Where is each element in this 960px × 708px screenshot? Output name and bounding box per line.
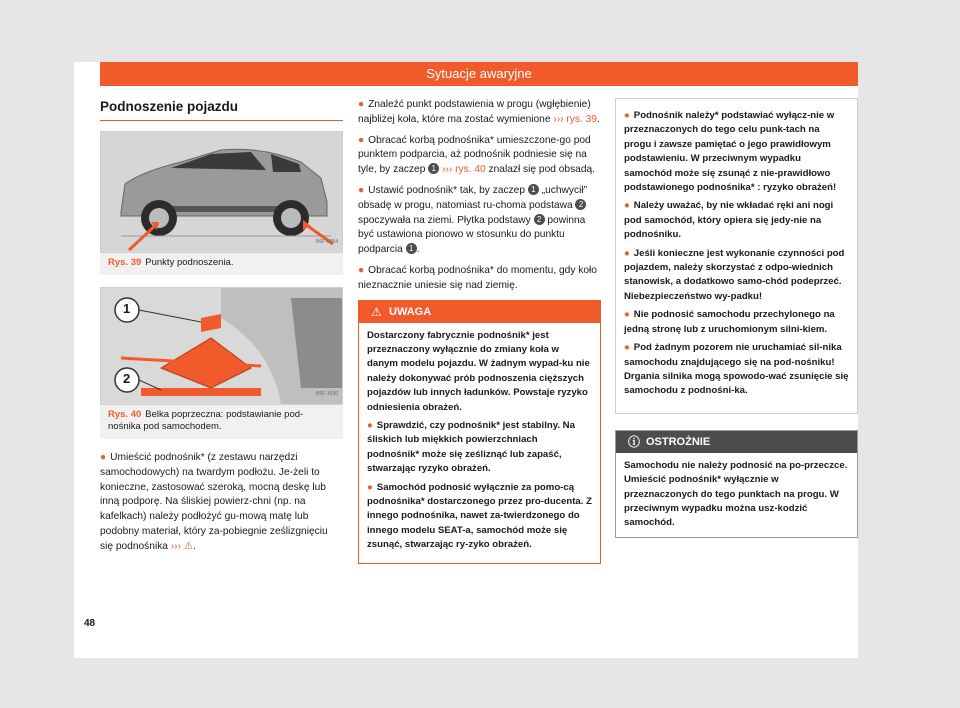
- caution-title: OSTROŻNIE: [646, 435, 711, 448]
- figure-reference: ››› rys. 40: [442, 164, 486, 176]
- bullet-text: „uchwycił” obsadę w progu, natomiast ru-choma podstawa: [358, 184, 587, 211]
- bullet-text: Obracać korbą podnośnika* do momentu, gdy koło nieznacznie uniesie się nad ziemię.: [358, 264, 597, 291]
- warning-triangle-icon: ⚠: [371, 304, 382, 319]
- info-circle-icon: ⓘ: [628, 434, 641, 449]
- caution-box: [615, 430, 858, 538]
- caution-header: [616, 431, 857, 453]
- warning-text: Jeśli konieczne jest wykonanie czynności pod pojazdem, należy skorzystać z odpo-wiednich stanowisk, a dodatkowo samo-chód podeprzeć. Niebezpieczeństwo wy-padku!: [624, 247, 845, 302]
- cross-reference: ›››: [170, 540, 181, 552]
- instruction-bullet: [358, 264, 601, 294]
- column-left: [100, 98, 343, 561]
- warning-triangle-icon: ⚠: [183, 540, 193, 552]
- warning-bullet: [367, 419, 592, 477]
- callout-badge: 2: [534, 214, 545, 225]
- bullet-dot: ●: [624, 342, 630, 354]
- page-number: 48: [84, 618, 96, 629]
- bullet-text: Znaleźć punkt podstawienia w progu (wgłębienie) najbliżej koła, które ma zostać wymienione: [358, 99, 591, 125]
- warning-text: Sprawdzić, czy podnośnik* jest stabilny. Na śliskich lub miękkich powierzchniach podnośnik* może się ześliznąć lub zapaść, stwarzając ryzyko obrażeń.: [367, 420, 575, 475]
- warning-title: UWAGA: [389, 305, 432, 318]
- figure-code: B5F-1030: [316, 391, 338, 398]
- bullet-text: Obracać korbą podnośnika* umieszczone-go pod punktem podparcia, aż podnośnik podniesie się na tyle, by zaczep: [358, 134, 591, 176]
- jack-illustration: [101, 288, 342, 404]
- warning-box: [358, 300, 601, 564]
- warning-text: Nie podnosić samochodu przechylonego na jedną stronę lub z uruchomionym silni-kiem.: [624, 309, 835, 335]
- callout-badge: 1: [406, 243, 417, 254]
- warning-continuation-box: [615, 98, 858, 414]
- bullet-text: .: [416, 244, 420, 256]
- warning-body: [359, 323, 600, 563]
- figure-40-caption: [100, 405, 343, 439]
- figure-code: B6F-0054: [316, 239, 338, 246]
- instruction-bullet: [358, 134, 601, 178]
- warning-body: [616, 99, 857, 413]
- bullet-dot: ●: [367, 420, 373, 431]
- instruction-bullet: ● Umieścić podnośnik* (z zestawu narzędzi samochodowych) na twardym podłożu. Je-żeli to konieczne, zastosować szeroką, mocną deskę lub inną podporę. Na śliskiej powierz-chni (np. na kafelkach) należy podłożyć gu-mową matę lub podobny materiał, który za-pobiegnie ześlizgnięciu się podnośnika ››› ⚠.: [100, 452, 328, 552]
- bullet-dot: ●: [624, 200, 630, 212]
- warning-text: Pod żadnym pozorem nie uruchamiać sil-nika samochodu znajdującego się na pod-nośniku! Drgania silnika mogą spowodo-wać zsunięcie się samochodu z podnośni-ka.: [624, 342, 849, 397]
- bullet-text: powinna być ustawiona pionowo w stosunku do punktu podparcia: [358, 214, 586, 256]
- warning-header: [359, 301, 600, 323]
- figure-39: [100, 131, 343, 253]
- figure-number: Rys. 39: [108, 257, 142, 268]
- warning-bullet: [624, 247, 849, 305]
- figure-reference: ››› rys. 39: [553, 113, 597, 125]
- bullet-text: znalazł się pod obsadą.: [488, 164, 595, 176]
- car-side-illustration: [101, 132, 342, 252]
- column-right: [615, 98, 858, 538]
- instruction-bullet: [358, 184, 601, 258]
- bullet-dot: ●: [624, 110, 630, 121]
- section-header: Sytuacje awaryjne: [100, 62, 858, 86]
- bullet-dot: ●: [367, 481, 373, 493]
- bullet-dot: ●: [358, 99, 365, 110]
- warning-bullet: [367, 481, 592, 553]
- warning-paragraph: Dostarczony fabrycznie podnośnik* jest przeznaczony wyłącznie do zmiany koła w danym modelu pojazdu. W żadnym wypad-ku nie należy dokonywać prób podnoszenia cięższych pojazdów lub innych ładunków. Powstaje ryzyko odniesienia obrażeń.: [367, 329, 590, 413]
- warning-bullet: [624, 308, 849, 337]
- bullet-text: Umieścić podnośnik* (z zestawu narzędzi samochodowych) na twardym podłożu. Je-żeli to konieczne, zastosować szeroką, mocną deskę lub inną podporę. Na śliskiej powierz-chni (np. na kafelkach) należy podłożyć gu-mową matę lub podobny materiał, który za-pobiegnie ześlizgnięciu się podnośnika: [100, 452, 328, 552]
- warning-bullet: [624, 341, 849, 399]
- callout-badge: 2: [575, 199, 586, 210]
- column-middle: [358, 98, 601, 564]
- warning-bullet: [624, 199, 849, 242]
- caption-text: Punkty podnoszenia.: [145, 257, 234, 268]
- warning-text: Należy uważać, by nie wkładać ręki ani nogi pod samochód, który opiera się jedy-nie na podnośniku.: [624, 200, 834, 241]
- bullet-dot: ●: [358, 184, 365, 196]
- callout-1: 1: [123, 301, 131, 316]
- warning-text: Samochód podnosić wyłącznie za pomo-cą podnośnika* dostarczonego przez pro-ducenta. Z innego podnośnika, nawet za-twierdzonego do innego modelu SEAT-a, samochód może się zsunąć, stwarzając ry-zyko obrażeń.: [367, 481, 592, 551]
- bullet-dot: ●: [100, 452, 107, 463]
- bullet-dot: ●: [624, 247, 630, 259]
- warning-bullet: [624, 109, 849, 195]
- bullet-dot: ●: [358, 264, 365, 276]
- bullet-dot: ●: [358, 134, 365, 146]
- figure-40: [100, 287, 343, 405]
- warning-text: Podnośnik należy* podstawiać wyłącz-nie w przeznaczonych do tego celu punk-tach na progu i zawsze pamiętać o jego prawidłowym podstawieniu. W przeciwnym wypadku samochód może się zsunąć z nie-prawidłowo podstawionego podnośnika* : ryzyko obrażeń!: [624, 110, 837, 194]
- bullet-dot: ●: [624, 309, 630, 321]
- bullet-text: Ustawić podnośnik* tak, by zaczep: [368, 184, 526, 196]
- figure-number: Rys. 40: [108, 409, 142, 420]
- bullet-text: spoczywała na ziemi. Płytka podstawy: [358, 214, 531, 226]
- caption-text: Belka poprzeczna: podstawianie pod-nośnika pod samochodem.: [108, 409, 304, 432]
- caution-text: Samochodu nie należy podnosić na po-przeczce. Umieścić podnośnik* wyłącznie w przeznaczonych do tego punktach na progu. W przeciwnym wypadku można usz-kodzić samochód.: [624, 459, 848, 529]
- page-title: Podnoszenie pojazdu: [100, 98, 343, 121]
- callout-2: 2: [123, 371, 131, 386]
- instruction-bullet: ● Znaleźć punkt podstawienia w progu (wgłębienie) najbliżej koła, które ma zostać wymienione ››› rys. 39.: [358, 99, 600, 125]
- figure-39-caption: [100, 253, 343, 275]
- callout-badge: 1: [528, 184, 539, 195]
- callout-badge: 1: [428, 163, 439, 174]
